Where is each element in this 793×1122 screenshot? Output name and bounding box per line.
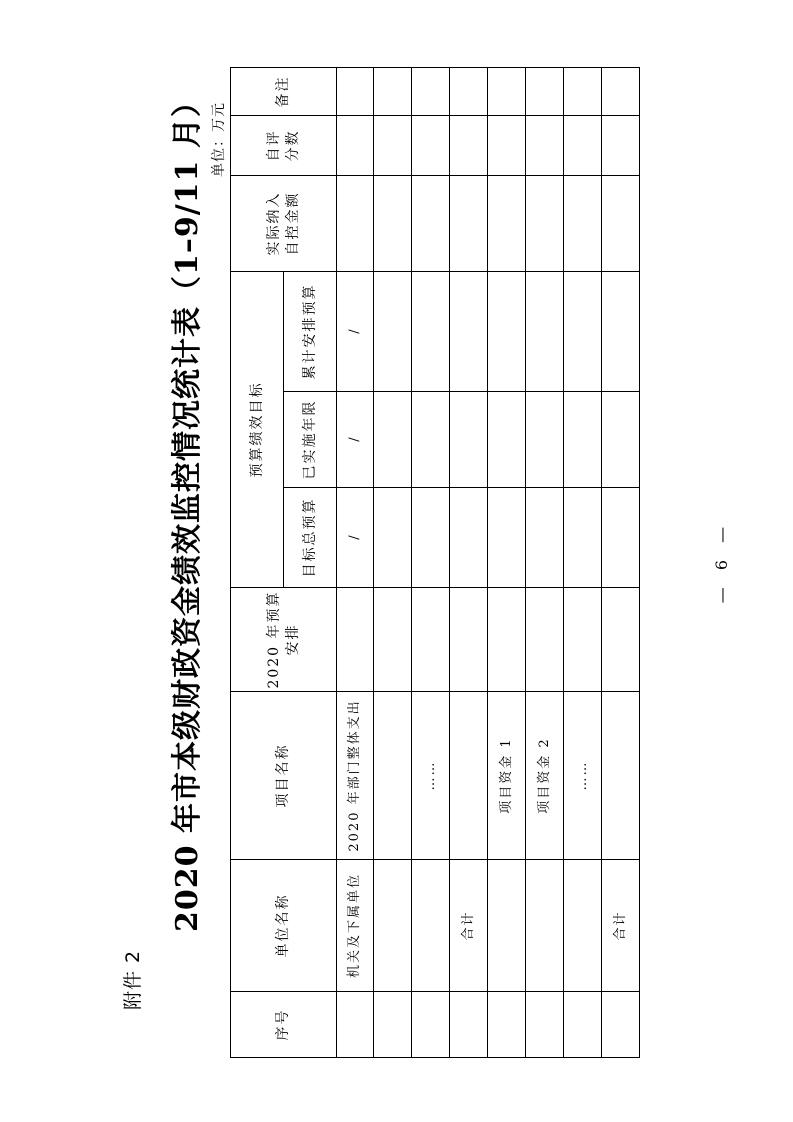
cell-remark bbox=[337, 67, 374, 115]
cell-project: 项目资金 1 bbox=[488, 692, 526, 860]
table-row bbox=[564, 67, 602, 1057]
cell-unit bbox=[564, 860, 602, 992]
cell-seq bbox=[450, 992, 488, 1058]
cell-unit: 机关及下属单位 bbox=[337, 860, 374, 992]
cell-goal-total: / bbox=[337, 488, 374, 588]
header-remark: 备注 bbox=[231, 67, 337, 115]
table-row bbox=[337, 67, 374, 1057]
table-row bbox=[412, 67, 450, 1057]
header-project-name: 项目名称 bbox=[231, 692, 337, 860]
cell-goal-total bbox=[526, 488, 564, 588]
cell-seq bbox=[564, 992, 602, 1058]
cell-unit bbox=[526, 860, 564, 992]
header-actual-line2: 自控金额 bbox=[284, 191, 301, 256]
cell-project: 2020 年部门整体支出 bbox=[337, 692, 374, 860]
cell-actual bbox=[374, 175, 412, 271]
cell-budget bbox=[488, 588, 526, 692]
cell-remark bbox=[526, 67, 564, 115]
cell-seq bbox=[337, 992, 374, 1058]
page-number: — 6 — bbox=[712, 520, 731, 604]
cell-actual bbox=[412, 175, 450, 271]
cell-goal-total bbox=[450, 488, 488, 588]
attachment-label: 附件 2 bbox=[122, 949, 144, 1010]
cell-unit: 合计 bbox=[602, 860, 640, 992]
cell-seq bbox=[602, 992, 640, 1058]
cell-goal-total bbox=[602, 488, 640, 588]
cell-goal-cumulative bbox=[488, 271, 526, 391]
page-title: 2020 年市本级财政资金绩效监控情况统计表（1–9/11 月） bbox=[170, 86, 205, 932]
cell-goal-years bbox=[374, 392, 412, 488]
cell-remark bbox=[412, 67, 450, 115]
header-budget-2020-line1: 2020 年预算 bbox=[265, 590, 282, 689]
cell-budget bbox=[602, 588, 640, 692]
cell-score bbox=[450, 115, 488, 175]
cell-goal-cumulative bbox=[526, 271, 564, 391]
cell-budget bbox=[337, 588, 374, 692]
cell-remark bbox=[488, 67, 526, 115]
cell-seq bbox=[412, 992, 450, 1058]
cell-goal-years bbox=[488, 392, 526, 488]
cell-goal-cumulative: / bbox=[337, 271, 374, 391]
cell-project bbox=[602, 692, 640, 860]
table-row bbox=[526, 67, 564, 1057]
table-row bbox=[374, 67, 412, 1057]
statistics-table bbox=[230, 67, 640, 1058]
cell-score bbox=[602, 115, 640, 175]
header-actual-amount bbox=[231, 175, 337, 271]
header-budget-2020 bbox=[231, 588, 337, 692]
cell-actual bbox=[564, 175, 602, 271]
unit-note: 单位：万元 bbox=[211, 102, 227, 177]
table-row bbox=[450, 67, 488, 1057]
cell-remark bbox=[564, 67, 602, 115]
cell-actual bbox=[526, 175, 564, 271]
cell-project: …… bbox=[412, 692, 450, 860]
cell-budget bbox=[526, 588, 564, 692]
cell-goal-years bbox=[564, 392, 602, 488]
header-budget-2020-line2: 安排 bbox=[284, 623, 301, 656]
cell-goal-cumulative bbox=[450, 271, 488, 391]
cell-project: …… bbox=[564, 692, 602, 860]
cell-unit bbox=[488, 860, 526, 992]
cell-seq bbox=[488, 992, 526, 1058]
cell-budget bbox=[564, 588, 602, 692]
header-goal-years: 已实施年限 bbox=[284, 392, 337, 488]
cell-project bbox=[374, 692, 412, 860]
cell-score bbox=[488, 115, 526, 175]
cell-goal-years bbox=[602, 392, 640, 488]
cell-actual bbox=[602, 175, 640, 271]
cell-goal-cumulative bbox=[602, 271, 640, 391]
cell-unit: 合计 bbox=[450, 860, 488, 992]
cell-score bbox=[526, 115, 564, 175]
cell-unit bbox=[412, 860, 450, 992]
cell-score bbox=[564, 115, 602, 175]
cell-unit bbox=[374, 860, 412, 992]
cell-seq bbox=[526, 992, 564, 1058]
cell-score bbox=[374, 115, 412, 175]
cell-goal-total bbox=[374, 488, 412, 588]
cell-goal-years bbox=[526, 392, 564, 488]
header-goal-total: 目标总预算 bbox=[284, 488, 337, 588]
cell-goal-years bbox=[450, 392, 488, 488]
cell-budget bbox=[374, 588, 412, 692]
cell-project: 项目资金 2 bbox=[526, 692, 564, 860]
cell-actual bbox=[488, 175, 526, 271]
header-score-line2: 分数 bbox=[284, 129, 301, 162]
cell-project bbox=[450, 692, 488, 860]
header-goal-group: 预算绩效目标 bbox=[231, 271, 284, 587]
header-score-line1: 自评 bbox=[265, 129, 282, 162]
cell-goal-cumulative bbox=[564, 271, 602, 391]
cell-remark bbox=[450, 67, 488, 115]
cell-actual bbox=[450, 175, 488, 271]
cell-goal-cumulative bbox=[374, 271, 412, 391]
cell-goal-total bbox=[488, 488, 526, 588]
cell-goal-years bbox=[412, 392, 450, 488]
header-self-score bbox=[231, 115, 337, 175]
cell-budget bbox=[450, 588, 488, 692]
cell-actual bbox=[337, 175, 374, 271]
header-unit-name: 单位名称 bbox=[231, 860, 337, 992]
cell-goal-total bbox=[564, 488, 602, 588]
cell-goal-years: / bbox=[337, 392, 374, 488]
cell-seq bbox=[374, 992, 412, 1058]
cell-budget bbox=[412, 588, 450, 692]
table-row bbox=[602, 67, 640, 1057]
header-actual-line1: 实际纳入 bbox=[265, 191, 282, 256]
header-seq: 序号 bbox=[231, 992, 337, 1058]
cell-score bbox=[337, 115, 374, 175]
cell-goal-total bbox=[412, 488, 450, 588]
cell-score bbox=[412, 115, 450, 175]
table-row bbox=[488, 67, 526, 1057]
cell-goal-cumulative bbox=[412, 271, 450, 391]
cell-remark bbox=[374, 67, 412, 115]
cell-remark bbox=[602, 67, 640, 115]
header-goal-cumulative: 累计安排预算 bbox=[284, 271, 337, 391]
